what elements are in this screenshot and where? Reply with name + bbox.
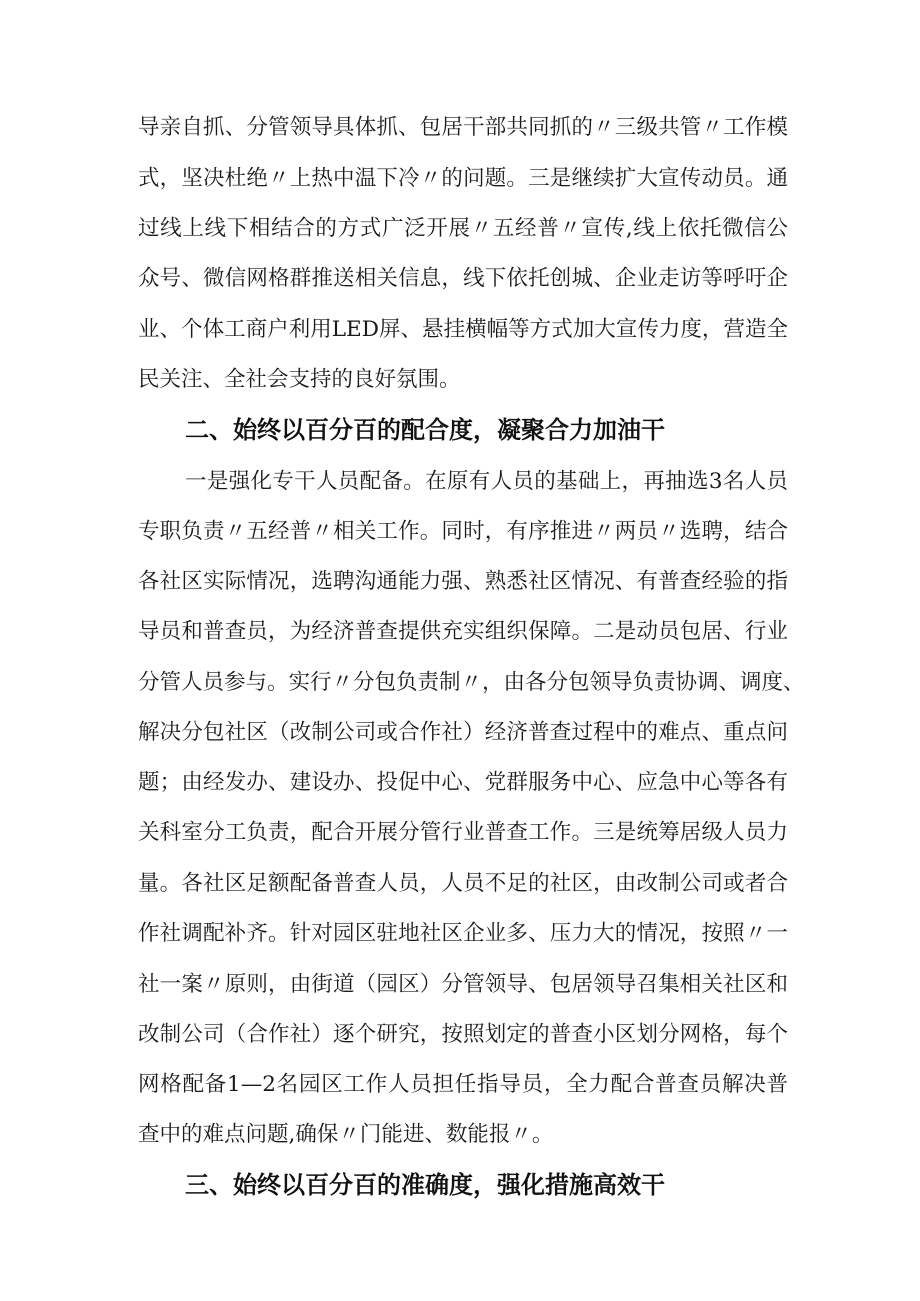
text-line: 查中的难点问题,确保〃门能进、数能报〃。: [138, 1122, 554, 1147]
text-line: 专职负责〃五经普〃相关工作。同时，有序推进〃两员〃选聘，结合: [138, 519, 788, 544]
section-heading-3: 三、始终以百分百的准确度，强化措施高效干: [185, 1171, 665, 1199]
text-line: 业、个体工商户利用LED屏、悬挂横幅等方式加大宣传力度，营造全: [138, 317, 788, 342]
text-line: 网格配备1—2名园区工作人员担任指导员，全力配合普查员解决普: [138, 1072, 788, 1097]
text-line: 社一案〃原则，由街道（园区）分管领导、包居领导召集相关社区和: [138, 972, 788, 997]
text-line: 众号、微信网格群推送相关信息，线下依托创城、企业走访等呼吁企: [138, 266, 788, 291]
text-line: 解决分包社区（改制公司或合作社）经济普查过程中的难点、重点问: [138, 720, 788, 745]
text-line: 民关注、全社会支持的良好氛围。: [138, 367, 461, 392]
text-line: 分管人员参与。实行〃分包负责制〃，由各分包领导负责协调、调度、: [138, 670, 805, 695]
text-line: 各社区实际情况，选聘沟通能力强、熟悉社区情况、有普查经验的指: [138, 569, 788, 594]
text-line: 量。各社区足额配备普查人员，人员不足的社区，由改制公司或者合: [138, 871, 788, 896]
text-line: 关科室分工负责，配合开展分管行业普查工作。三是统筹居级人员力: [138, 820, 788, 845]
text-line: 作社调配补齐。针对园区驻地社区企业多、压力大的情况，按照〃一: [138, 921, 788, 946]
text-line: 题；由经发办、建设办、投促中心、党群服务中心、应急中心等各有: [138, 770, 788, 795]
text-line: 过线上线下相结合的方式广泛开展〃五经普〃宣传,线上依托微信公: [138, 216, 788, 241]
text-line: 式，坚决杜绝〃上热中温下冷〃的问题。三是继续扩大宣传动员。通: [138, 166, 788, 191]
text-line: 一是强化专干人员配备。在原有人员的基础上，再抽选3名人员: [185, 469, 788, 494]
text-line: 导员和普查员，为经济普查提供充实组织保障。二是动员包居、行业: [138, 619, 788, 644]
text-line: 导亲自抓、分管领导具体抓、包居干部共同抓的〃三级共管〃工作模: [138, 115, 788, 140]
text-line: 改制公司（合作社）逐个研究，按照划定的普查小区划分网格，每个: [138, 1022, 788, 1047]
section-heading-2: 二、始终以百分百的配合度，凝聚合力加油干: [185, 416, 665, 444]
